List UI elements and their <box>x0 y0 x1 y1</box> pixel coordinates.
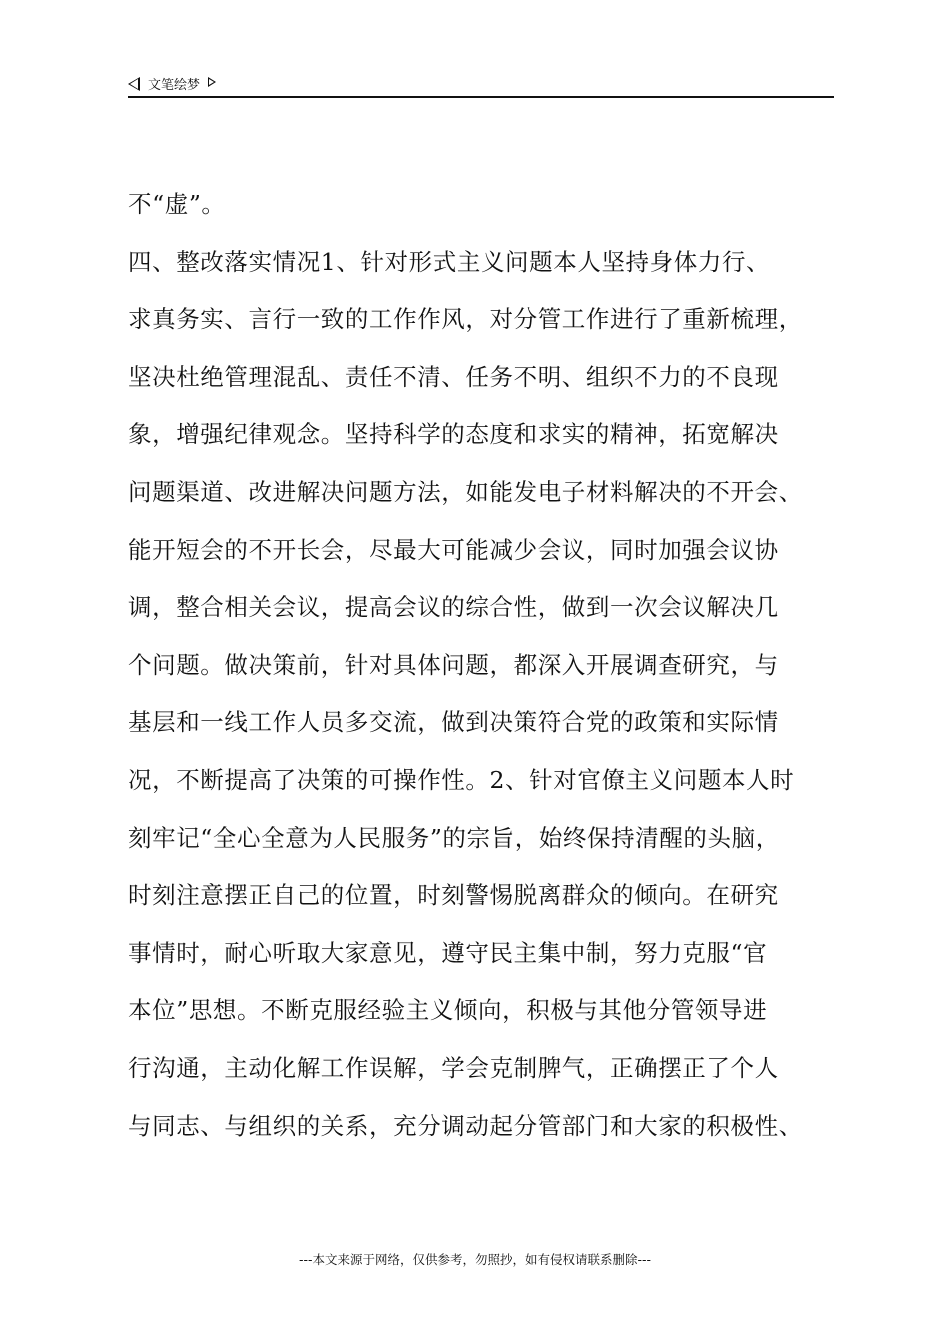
header-brand: 文笔绘梦 <box>148 78 201 93</box>
text-line-3: 求真务实、言行一致的工作作风，对分管工作进行了重新梳理， <box>128 305 803 334</box>
footer-notice: ---本文来源于网络，仅供参考，勿照抄，如有侵权请联系删除--- <box>298 1252 652 1267</box>
triangle-left-icon <box>128 77 140 91</box>
text-line-12: 刻牢记“全心全意为人民服务”的宗旨，始终保持清醒的头脑， <box>128 823 780 852</box>
text-line-2: 四、整改落实情况1、针对形式主义问题本人坚持身体力行、 <box>128 247 771 276</box>
text-line-15: 本位”思想。不断克服经验主义倾向，积极与其他分管领导进 <box>128 996 768 1025</box>
text-line-13: 时刻注意摆正自己的位置，时刻警惕脱离群众的倾向。在研究 <box>128 881 779 910</box>
text-line-7: 能开短会的不开长会，尽最大可能减少会议，同时加强会议协 <box>128 535 779 564</box>
text-line-10: 基层和一线工作人员多交流，做到决策符合党的政策和实际情 <box>128 708 779 737</box>
text-line-14: 事情时，耐心听取大家意见，遵守民主集中制，努力克服“官 <box>128 938 768 967</box>
page-header <box>128 74 834 98</box>
text-line-11: 况，不断提高了决策的可操作性。2、针对官僚主义问题本人时 <box>128 765 795 794</box>
text-line-9: 个问题。做决策前，针对具体问题，都深入开展调查研究，与 <box>128 650 779 679</box>
text-line-17: 与同志、与组织的关系，充分调动起分管部门和大家的积极性、 <box>128 1111 803 1140</box>
text-line-16: 行沟通，主动化解工作误解，学会克制脾气，正确摆正了个人 <box>128 1053 779 1082</box>
text-line-6: 问题渠道、改进解决问题方法，如能发电子材料解决的不开会、 <box>128 477 803 506</box>
text-line-8: 调，整合相关会议，提高会议的综合性，做到一次会议解决几 <box>128 593 779 622</box>
header-brand-group <box>128 74 216 93</box>
text-line-4: 坚决杜绝管理混乱、责任不清、任务不明、组织不力的不良现 <box>128 362 779 391</box>
text-line-5: 象，增强纪律观念。坚持科学的态度和求实的精神，拓宽解决 <box>128 420 779 449</box>
triangle-right-icon <box>208 77 216 87</box>
text-line-1: 不“虚”。 <box>128 190 226 218</box>
document-body <box>128 184 838 1163</box>
